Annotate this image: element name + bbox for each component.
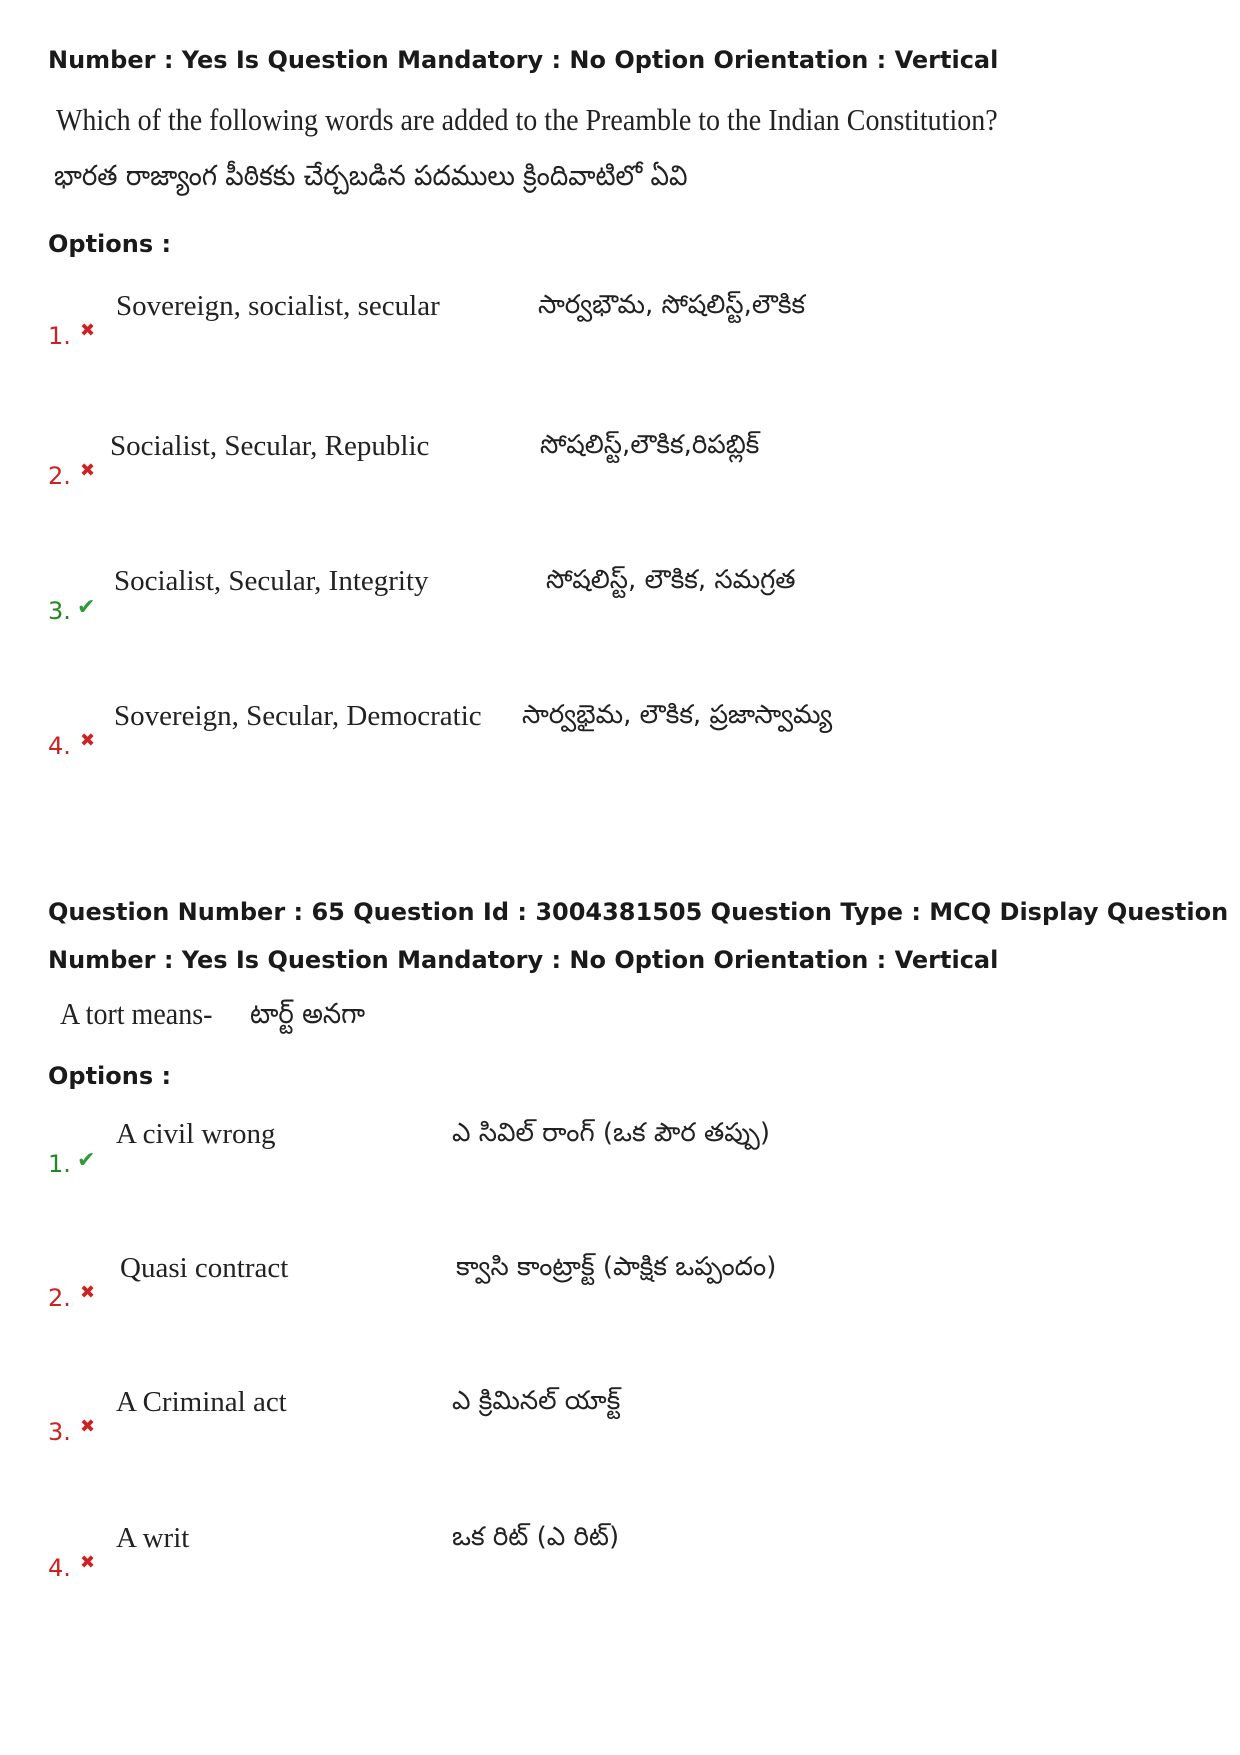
options-label: Options : (48, 230, 172, 258)
option-row (0, 1386, 1240, 1446)
question-meta-line: Question Number : 65 Question Id : 3004381505 Question Type : MCQ Display Question (48, 898, 1229, 926)
option-number: 1. (48, 322, 71, 350)
option-text-te: ఎ క్రిమినల్ యాక్ట్ (452, 1386, 621, 1416)
option-text-te: సార్వభైమ, లౌకిక, ప్రజాస్వామ్య (522, 700, 833, 730)
wrong-mark-icon: ✖ (80, 1416, 96, 1437)
option-number: 4. (48, 732, 71, 760)
wrong-mark-icon: ✖ (80, 1552, 96, 1573)
option-row (0, 700, 1240, 760)
wrong-mark-icon: ✖ (80, 730, 96, 751)
option-text-en: A civil wrong (116, 1118, 276, 1150)
question-meta-line: Number : Yes Is Question Mandatory : No Option Orientation : Vertical (48, 46, 999, 74)
options-label: Options : (48, 1062, 172, 1090)
option-text-te: సోషలిస్ట్, లౌకిక, సమగ్రత (546, 565, 796, 595)
option-text-te: ఒక రిట్ (ఎ రిట్) (452, 1522, 620, 1552)
option-number: 3. (48, 1418, 71, 1446)
option-number: 4. (48, 1554, 71, 1582)
question-text-en: A tort means- (60, 998, 213, 1032)
option-text-te: సోషలిస్ట్,లౌకిక,రిపబ్లిక్ (540, 430, 760, 460)
option-row (0, 565, 1240, 625)
option-text-en: Socialist, Secular, Republic (110, 430, 430, 462)
check-mark-icon: ✔ (77, 595, 96, 620)
wrong-mark-icon: ✖ (80, 1282, 96, 1303)
option-number: 2. (48, 1284, 71, 1312)
option-number: 2. (48, 462, 71, 490)
question-text-te: భారత రాజ్యాంగ పీఠికకు చేర్చబడిన పదములు క్రిందివాటిలో ఏవి (54, 160, 688, 193)
option-text-en: Quasi contract (120, 1252, 289, 1284)
question-text-te: టార్ట్ అనగా (250, 998, 366, 1031)
wrong-mark-icon: ✖ (80, 460, 96, 481)
option-row (0, 290, 1240, 350)
option-text-te: సార్వభౌమ, సోషలిస్ట్,లౌకిక (538, 290, 806, 320)
question-text-en: Which of the following words are added to the Preamble to the Indian Constitution? (56, 104, 998, 138)
option-text-te: ఎ సివిల్ రాంగ్ (ఒక పౌర తప్పు) (452, 1118, 770, 1148)
option-row (0, 1118, 1240, 1178)
option-row (0, 1252, 1240, 1312)
option-text-en: Socialist, Secular, Integrity (114, 565, 429, 597)
option-text-en: Sovereign, socialist, secular (116, 290, 440, 322)
option-text-en: A Criminal act (116, 1386, 287, 1418)
option-row (0, 430, 1240, 490)
option-text-en: A writ (116, 1522, 190, 1554)
option-row (0, 1522, 1240, 1582)
wrong-mark-icon: ✖ (80, 320, 96, 341)
option-text-en: Sovereign, Secular, Democratic (114, 700, 482, 732)
option-number: 3. (48, 597, 71, 625)
option-text-te: క్వాసి కాంట్రాక్ట్ (పాక్షిక ఒప్పందం) (456, 1252, 777, 1282)
check-mark-icon: ✔ (77, 1148, 96, 1173)
option-number: 1. (48, 1150, 71, 1178)
question-meta-line: Number : Yes Is Question Mandatory : No Option Orientation : Vertical (48, 946, 999, 974)
